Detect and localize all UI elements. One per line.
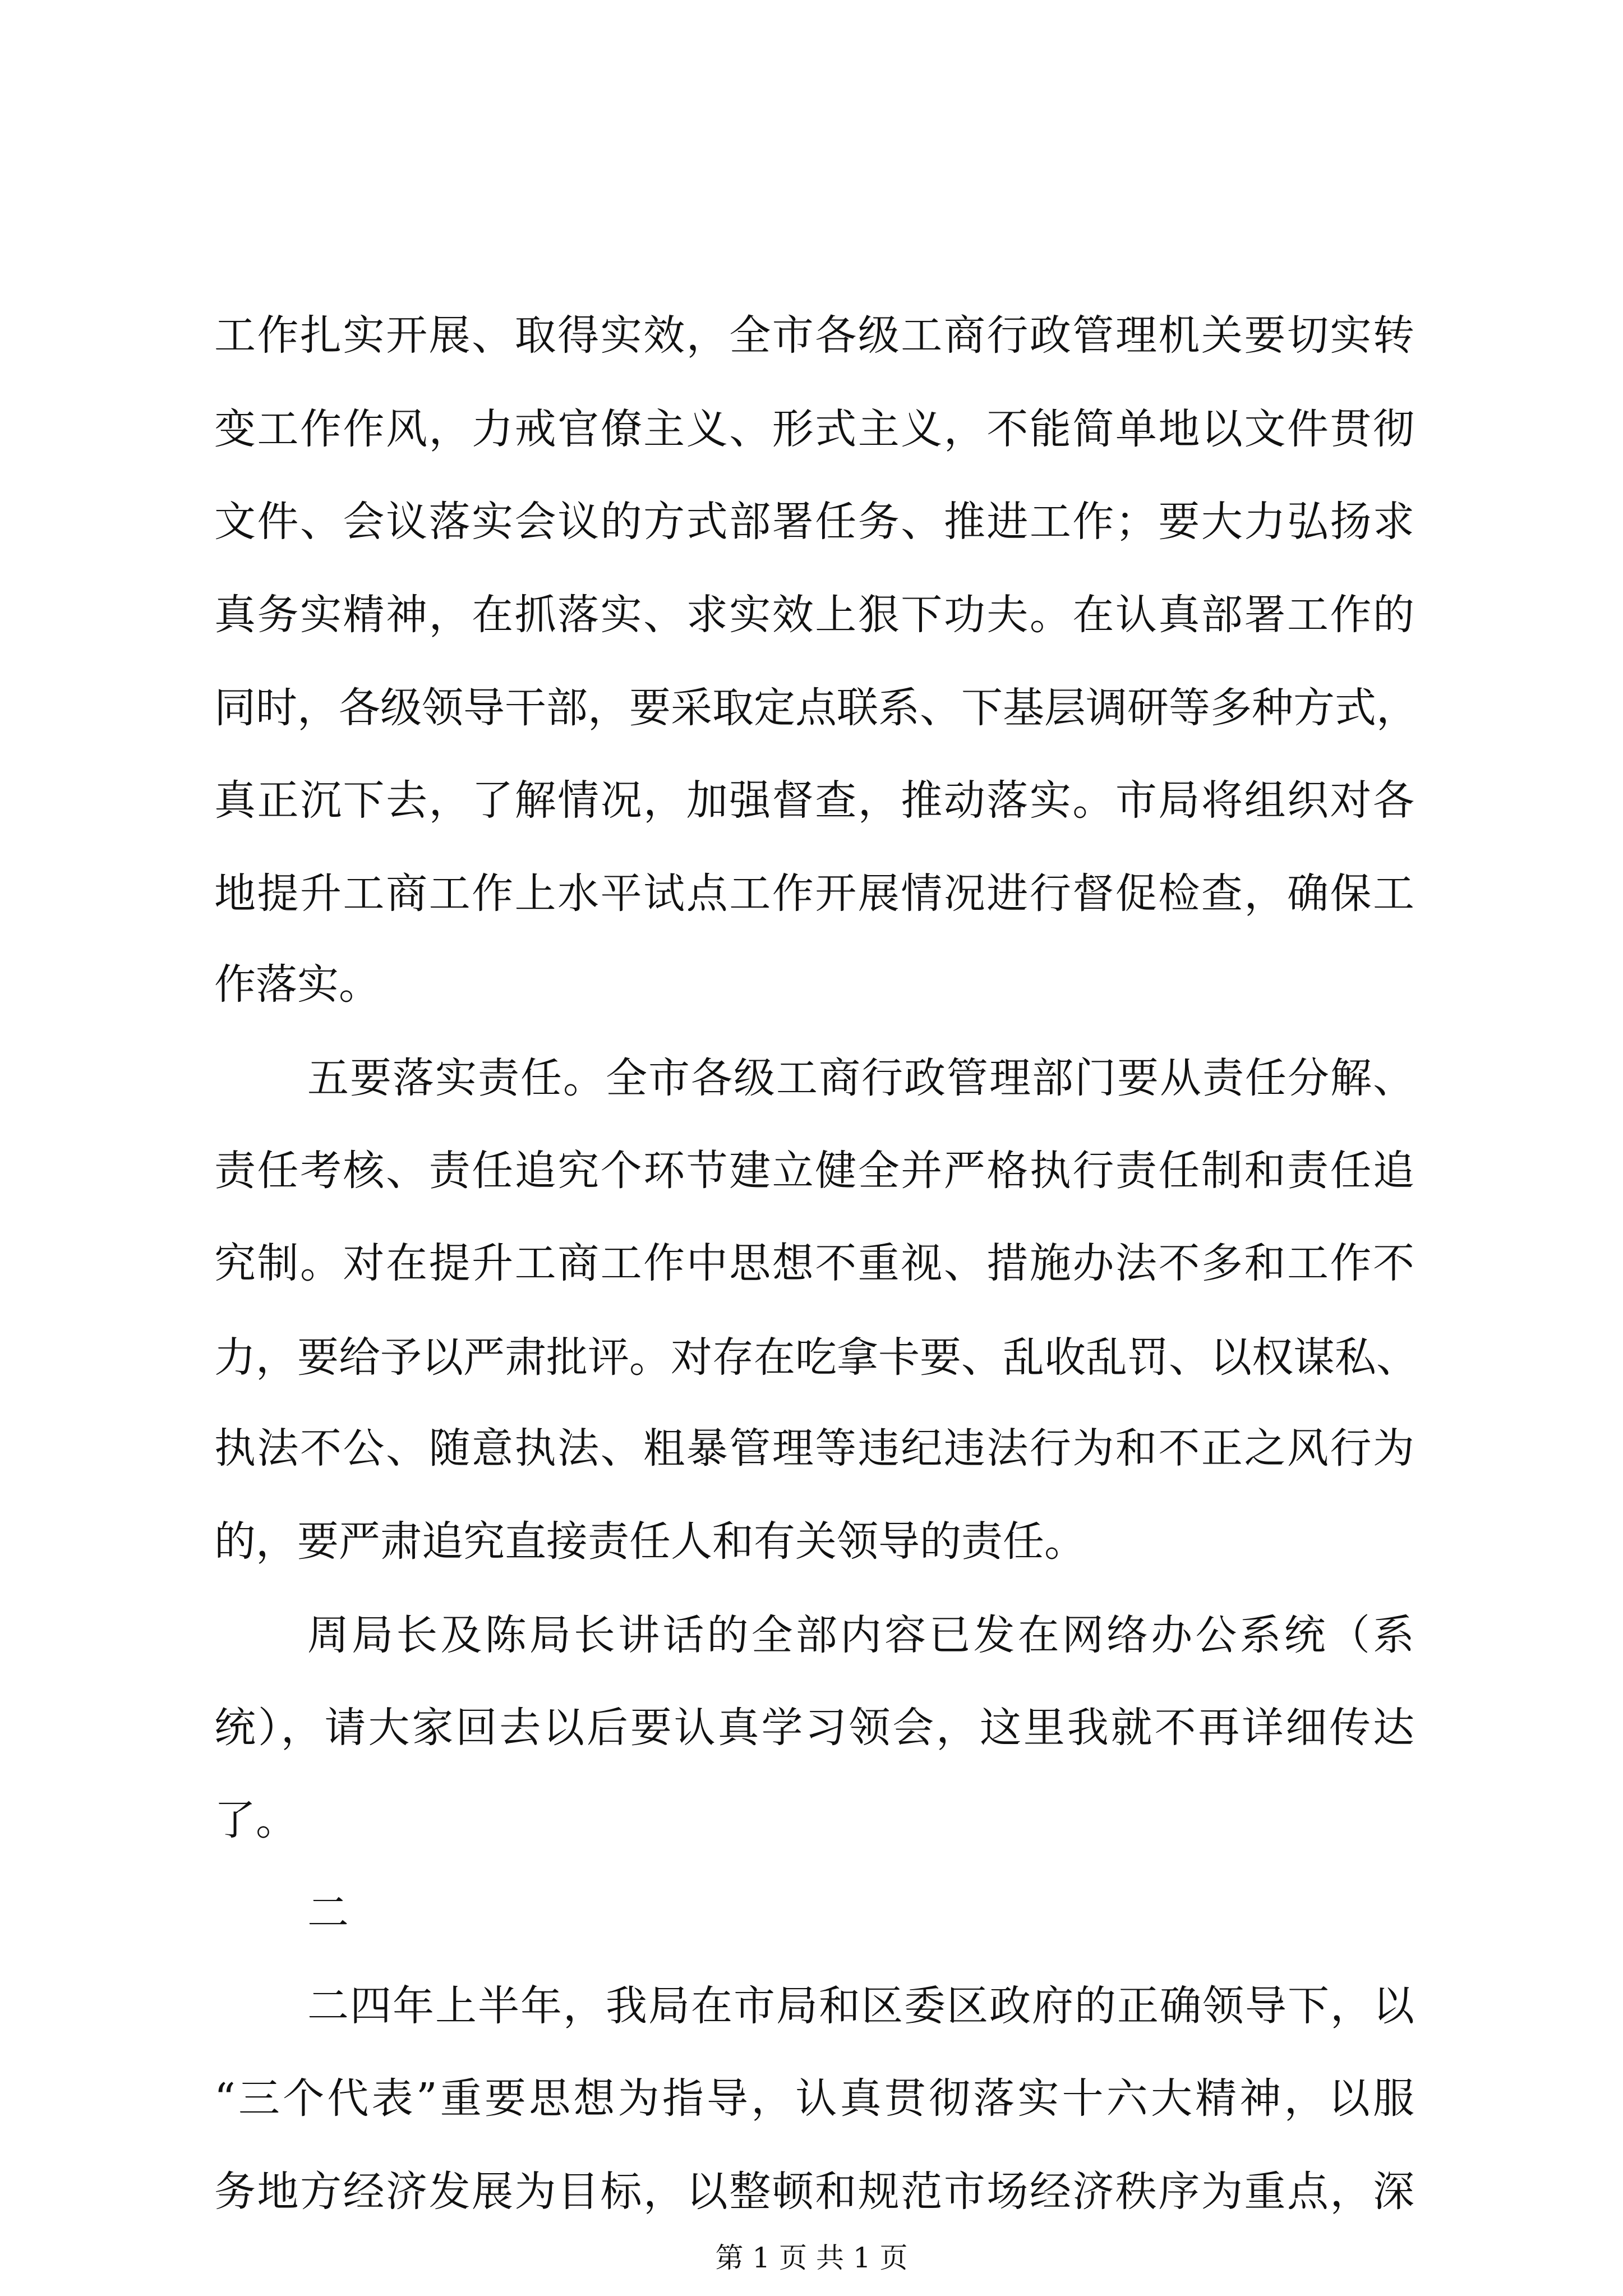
text-line: 力，要给予以严肃批评。对存在吃拿卡要、乱收乱罚、以权谋私、 <box>214 1333 1418 1382</box>
text-line: 真正沉下去，了解情况，加强督查，推动落实。市局将组织对各 <box>214 776 1414 825</box>
paragraph-first-line: 五要落实责任。全市各级工商行政管理部门要从责任分解、 <box>307 1054 1414 1102</box>
text-line: 了。 <box>214 1796 297 1844</box>
text-line: 的，要严肃追究直接责任人和有关领导的责任。 <box>214 1517 1086 1566</box>
text-line: 务地方经济发展为目标，以整顿和规范市场经济秩序为重点，深 <box>214 2168 1414 2216</box>
page-number-footer: 第 1 页 共 1 页 <box>715 2242 908 2274</box>
text-line: 同时，各级领导干部，要采取定点联系、下基层调研等多种方式， <box>214 684 1418 732</box>
paragraph-first-line: 周局长及陈局长讲话的全部内容已发在网络办公系统（系 <box>307 1611 1414 1659</box>
text-line: 文件、会议落实会议的方式部署任务、推进工作；要大力弘扬求 <box>214 498 1414 546</box>
text-line: 工作扎实开展、取得实效，全市各级工商行政管理机关要切实转 <box>214 311 1414 360</box>
section-number: 二 <box>307 1889 349 1937</box>
text-line: 责任考核、责任追究个环节建立健全并严格执行责任制和责任追 <box>214 1147 1414 1195</box>
text-line: 真务实精神，在抓落实、求实效上狠下功夫。在认真部署工作的 <box>214 591 1414 639</box>
text-line: 究制。对在提升工商工作中思想不重视、措施办法不多和工作不 <box>214 1239 1414 1287</box>
text-line: 统），请大家回去以后要认真学习领会，这里我就不再详细传达 <box>214 1704 1414 1752</box>
paragraph-first-line: 二四年上半年，我局在市局和区委区政府的正确领导下，以 <box>307 1982 1414 2030</box>
text-line: 作落实。 <box>214 960 380 1009</box>
text-line: 执法不公、随意执法、粗暴管理等违纪违法行为和不正之风行为 <box>214 1424 1414 1473</box>
text-line: 地提升工商工作上水平试点工作开展情况进行督促检查，确保工 <box>214 869 1414 918</box>
text-line: “三个代表”重要思想为指导，认真贯彻落实十六大精神，以服 <box>214 2074 1414 2123</box>
text-line: 变工作作风，力戒官僚主义、形式主义，不能简单地以文件贯彻 <box>214 405 1414 453</box>
